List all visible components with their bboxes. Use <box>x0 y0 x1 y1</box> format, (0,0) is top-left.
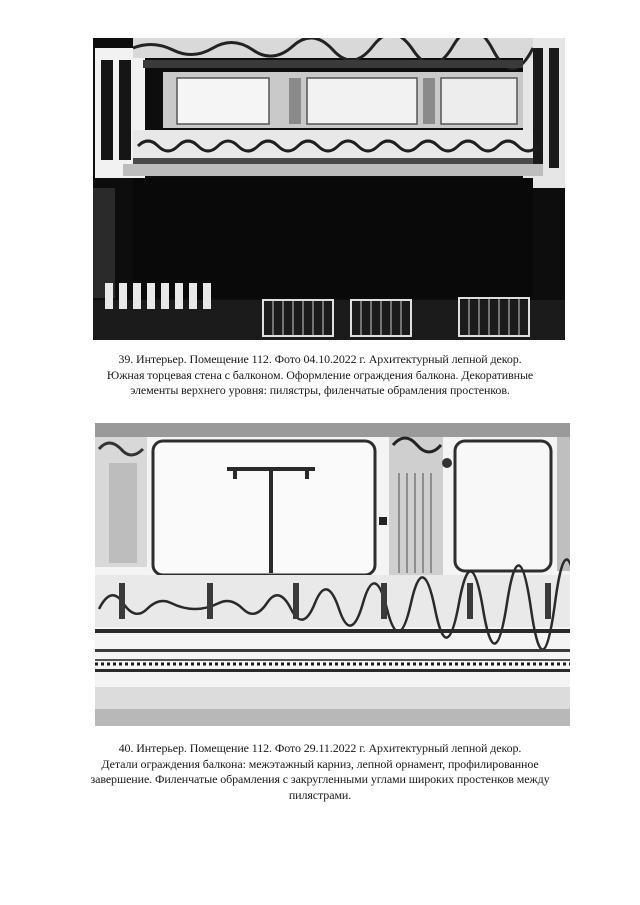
caption-line: 39. Интерьер. Помещение 112. Фото 04.10.2022 г. Архитектурный лепной декор. <box>118 352 522 366</box>
caption-line: элементы верхнего уровня: пилястры, филенчатые обрамления простенков. <box>130 383 510 397</box>
photo-balcony-railing-detail <box>95 423 570 726</box>
caption-line: Детали ограждения балкона: межэтажный карниз, лепной орнамент, профилированное <box>101 756 539 771</box>
caption-line: 40. Интерьер. Помещение 112. Фото 29.11.2022 г. Архитектурный лепной декор. <box>118 741 522 755</box>
caption-line: пилястрами. <box>288 787 352 802</box>
photo-balcony-south-wall-image <box>93 38 565 340</box>
photo-balcony-south-wall <box>93 38 565 340</box>
photo-balcony-railing-detail-image <box>95 423 570 726</box>
caption-line: завершение. Филенчатые обрамления с закругленными углами широких простенков между <box>90 772 550 786</box>
figure-40-caption <box>60 741 580 803</box>
caption-line: Южная торцевая стена с балконом. Оформление ограждения балкона. Декоративные <box>106 367 534 382</box>
figure-39-caption <box>60 352 580 399</box>
